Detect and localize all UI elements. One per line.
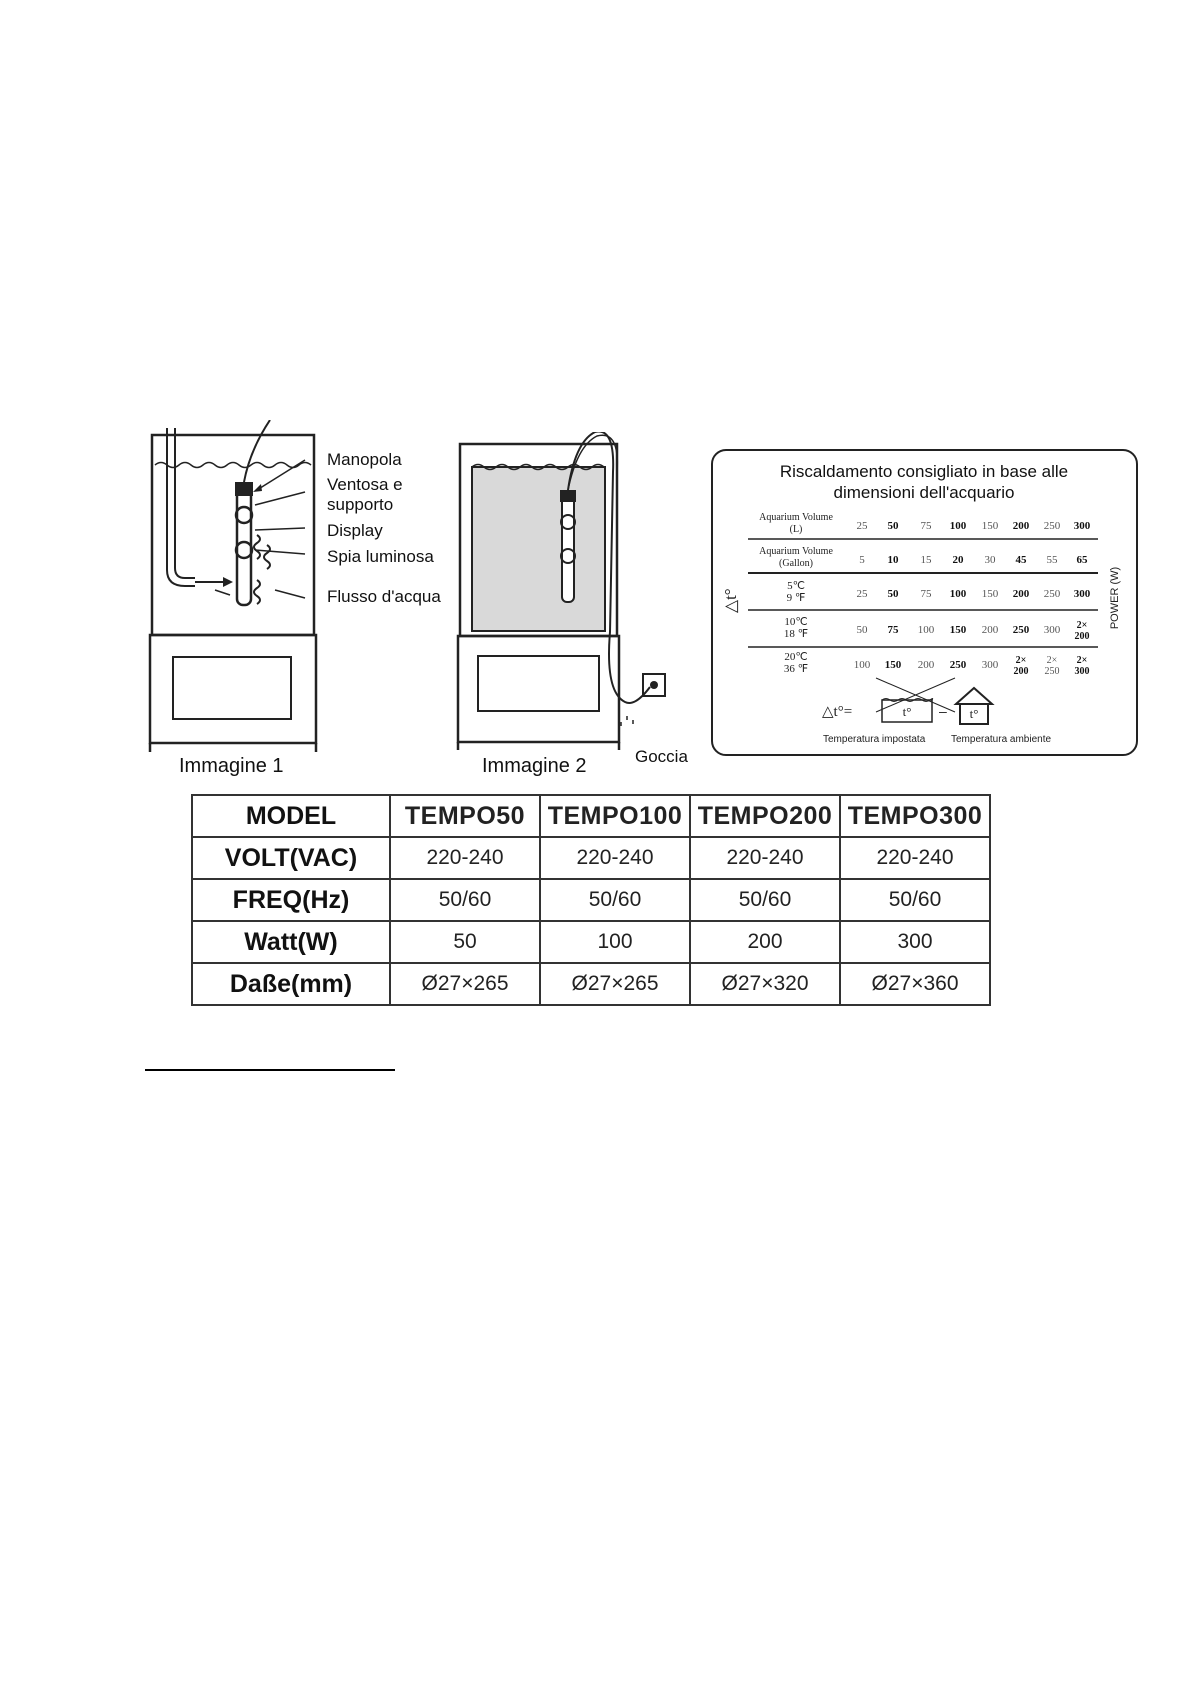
power-value: 50	[887, 588, 899, 600]
row-header-cell: Daße(mm)	[192, 963, 390, 1005]
chart-title-line1: Riscaldamento consigliato in base alle	[779, 462, 1069, 481]
formula-t-ambient: t°	[969, 706, 979, 721]
table-cell: TEMPO200	[690, 795, 840, 837]
table-cell: Ø27×320	[690, 963, 840, 1005]
power-value: 200	[1013, 666, 1029, 677]
liters-value: 250	[1043, 520, 1061, 532]
label-ventosa: Ventosa e	[327, 475, 403, 494]
table-cell: 100	[540, 921, 690, 963]
row-header-cell: FREQ(Hz)	[192, 879, 390, 921]
gallons-value: 30	[984, 554, 996, 566]
row-header-gallons-line1: Aquarium Volume	[759, 546, 833, 557]
liters-value: 50	[887, 520, 899, 532]
table-cell: TEMPO50	[390, 795, 540, 837]
table-cell: 300	[840, 921, 990, 963]
power-value: 250	[1012, 624, 1030, 636]
table-cell: 220-240	[540, 837, 690, 879]
table-cell: 50/60	[390, 879, 540, 921]
power-value: 300	[1073, 588, 1091, 600]
delta-t-axis-label: △t°	[721, 588, 740, 613]
power-value: 75	[920, 588, 932, 600]
figure-2-aquarium-diagram	[455, 432, 695, 782]
power-value: 2×	[1076, 655, 1088, 666]
power-value: 75	[887, 624, 899, 636]
power-value: 300	[1043, 624, 1061, 636]
gallons-value: 5	[859, 554, 865, 566]
table-cell: 50/60	[690, 879, 840, 921]
row-header-liters-line1: Aquarium Volume	[759, 512, 833, 523]
delta-row2-c: 10℃	[784, 616, 808, 628]
power-value: 300	[1074, 666, 1090, 677]
table-row	[192, 963, 990, 1005]
row-header-cell: VOLT(VAC)	[192, 837, 390, 879]
table-cell: 200	[690, 921, 840, 963]
caption-set-temperature: Temperatura impostata	[823, 734, 926, 745]
liters-value: 200	[1012, 520, 1030, 532]
power-value: 100	[917, 624, 935, 636]
gallons-value: 10	[887, 554, 899, 566]
chart-title-line2: dimensioni dell'acquario	[833, 483, 1015, 502]
heating-recommendation-chart	[710, 448, 1140, 758]
label-spia-luminosa: Spia luminosa	[327, 547, 434, 566]
delta-row2-f: 18 ℉	[783, 628, 809, 640]
row-header-gallons-line2: (Gallon)	[779, 558, 813, 569]
liters-value: 300	[1073, 520, 1091, 532]
label-display: Display	[327, 521, 383, 540]
table-row	[192, 795, 990, 837]
liters-value: 150	[981, 520, 999, 532]
power-value: 250	[949, 659, 967, 671]
table-cell: 50	[390, 921, 540, 963]
liters-value: 25	[856, 520, 868, 532]
table-cell: TEMPO100	[540, 795, 690, 837]
power-value: 200	[917, 659, 935, 671]
label-goccia: Goccia	[635, 747, 688, 766]
spec-table	[191, 794, 991, 1006]
figure-1-caption: Immagine 1	[179, 755, 284, 777]
power-axis-label: POWER (W)	[1109, 566, 1121, 630]
power-value: 150	[884, 659, 902, 671]
table-cell: 50/60	[840, 879, 990, 921]
label-flusso-acqua: Flusso d'acqua	[327, 587, 441, 606]
power-value: 100	[853, 659, 871, 671]
formula-delta: △t°=	[822, 704, 853, 720]
delta-row1-f: 9 ℉	[786, 592, 806, 604]
formula-t-set: t°	[902, 704, 912, 719]
table-row	[192, 921, 990, 963]
gallons-value: 45	[1015, 554, 1027, 566]
liters-value: 100	[949, 520, 967, 532]
power-value: 250	[1044, 666, 1060, 677]
power-value: 200	[981, 624, 999, 636]
table-row	[192, 837, 990, 879]
power-value: 2×	[1076, 620, 1088, 631]
delta-row3-f: 36 ℉	[783, 663, 809, 675]
table-cell: Ø27×360	[840, 963, 990, 1005]
power-value: 50	[856, 624, 868, 636]
label-supporto: supporto	[327, 495, 394, 514]
table-cell: TEMPO300	[840, 795, 990, 837]
figure-1-aquarium-diagram	[145, 420, 445, 780]
formula-minus: –	[939, 703, 947, 719]
table-cell: Ø27×265	[540, 963, 690, 1005]
gallons-value: 15	[920, 554, 932, 566]
gallons-value: 20	[952, 554, 964, 566]
power-value: 300	[981, 659, 999, 671]
gallons-value: 65	[1076, 554, 1088, 566]
power-value: 150	[981, 588, 999, 600]
label-manopola: Manopola	[327, 450, 402, 469]
power-value: 25	[856, 588, 868, 600]
delta-row3-c: 20℃	[784, 651, 808, 663]
row-header-cell: MODEL	[192, 795, 390, 837]
table-cell: 220-240	[840, 837, 990, 879]
power-value: 200	[1012, 588, 1030, 600]
power-value: 250	[1043, 588, 1061, 600]
figure-2-caption: Immagine 2	[482, 755, 587, 777]
power-value: 200	[1074, 631, 1090, 642]
row-header-liters-line2: (L)	[789, 524, 803, 535]
table-cell: 220-240	[690, 837, 840, 879]
power-value: 150	[949, 624, 967, 636]
footnote-separator	[145, 1069, 395, 1071]
power-value: 2×	[1046, 655, 1058, 666]
power-value: 100	[949, 588, 967, 600]
power-value: 2×	[1015, 655, 1027, 666]
gallons-value: 55	[1046, 554, 1058, 566]
delta-row1-c: 5℃	[787, 580, 805, 592]
table-cell: Ø27×265	[390, 963, 540, 1005]
table-cell: 50/60	[540, 879, 690, 921]
table-cell: 220-240	[390, 837, 540, 879]
caption-ambient-temperature: Temperatura ambiente	[951, 734, 1052, 745]
row-header-cell: Watt(W)	[192, 921, 390, 963]
liters-value: 75	[920, 520, 932, 532]
table-row	[192, 879, 990, 921]
